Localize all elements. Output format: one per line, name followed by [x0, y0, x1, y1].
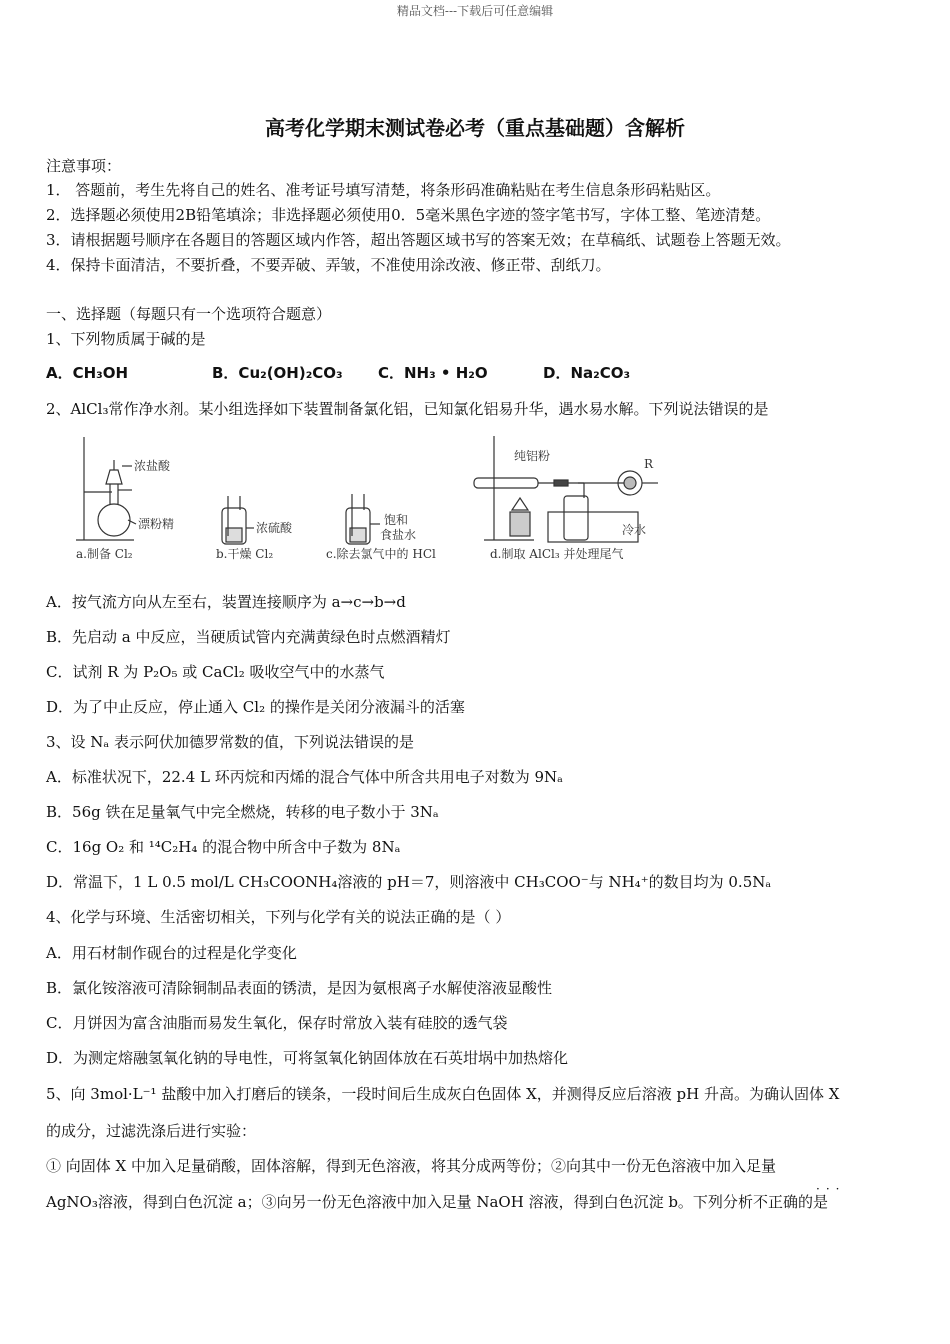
caption-a: a.制备 Cl₂: [76, 547, 133, 561]
apparatus-c: [346, 494, 380, 544]
q4-stem: 4、化学与环境、生活密切相关，下列与化学有关的说法正确的是（ ）: [46, 908, 511, 926]
q1-option-a: A．CH₃OH: [46, 364, 129, 382]
emphasis-dots: ···: [816, 1182, 846, 1196]
label-conc-hcl: 浓盐酸: [134, 459, 171, 473]
apparatus-b: [222, 496, 254, 544]
notice-item: 1． 答题前，考生先将自己的姓名、准考证号填写清楚，将条形码准确粘贴在考生信息条形码粘贴区。: [46, 181, 721, 199]
label-cold-water: 冷水: [622, 523, 647, 537]
q5-line: ① 向固体 X 中加入足量硝酸，固体溶解，得到无色溶液，将其分成两等份；②向其中一份无色溶液中加入足量: [46, 1157, 776, 1175]
q2-option-a: A．按气流方向从左至右，装置连接顺序为 a→c→b→d: [46, 593, 406, 611]
notice-item: 2．选择题必须使用2B铅笔填涂；非选择题必须使用0．5毫米黑色字迹的签字笔书写，字体工整、笔迹清楚。: [46, 206, 771, 224]
notice-heading: 注意事项：: [46, 157, 122, 175]
page-title: 高考化学期末测试卷必考（重点基础题）含解析: [265, 116, 685, 140]
label-r: R: [644, 457, 654, 471]
q4-option-d: D．为测定熔融氢氧化钠的导电性，可将氢氧化钠固体放在石英坩埚中加热熔化: [46, 1049, 569, 1067]
caption-b: b.干燥 Cl₂: [216, 547, 274, 561]
label-saturated: 饱和: [384, 513, 409, 527]
label-brine: 食盐水: [380, 528, 417, 542]
apparatus-figure: [74, 432, 674, 567]
label-bleach: 漂粉精: [138, 517, 175, 531]
section-heading: 一、选择题（每题只有一个选项符合题意）: [46, 305, 332, 323]
apparatus-a: [76, 437, 136, 540]
q3-stem: 3、设 Nₐ 表示阿伏加德罗常数的值，下列说法错误的是: [46, 733, 414, 751]
q1-option-c: C．NH₃ • H₂O: [378, 364, 488, 382]
q1-stem: 1、下列物质属于碱的是: [46, 330, 206, 348]
q4-option-a: A．用石材制作砚台的过程是化学变化: [46, 944, 297, 962]
q5-line: AgNO₃溶液，得到白色沉淀 a；③向另一份无色溶液中加入足量 NaOH 溶液，得到白色沉淀 b。下列分析不正确的是: [46, 1193, 828, 1211]
q3-option-c: C．16g O₂ 和 ¹⁴C₂H₄ 的混合物中所含中子数为 8Nₐ: [46, 838, 401, 856]
q1-option-b: B．Cu₂(OH)₂CO₃: [212, 364, 343, 382]
notice-item: 4．保持卡面清洁，不要折叠，不要弄破、弄皱，不准使用涂改液、修正带、刮纸刀。: [46, 256, 611, 274]
notice-item: 3．请根据题号顺序在各题目的答题区域内作答，超出答题区域书写的答案无效；在草稿纸、试题卷上答题无效。: [46, 231, 791, 249]
header-note: 精品文档---下载后可任意编辑: [396, 4, 554, 18]
q3-option-b: B．56g 铁在足量氧气中完全燃烧，转移的电子数小于 3Nₐ: [46, 803, 439, 821]
label-al-powder: 纯铝粉: [514, 449, 551, 463]
q5-line: 5、向 3mol·L⁻¹ 盐酸中加入打磨后的镁条，一段时间后生成灰白色固体 X，并测得反应后溶液 pH 升高。为确认固体 X: [46, 1085, 840, 1103]
q2-option-c: C．试剂 R 为 P₂O₅ 或 CaCl₂ 吸收空气中的水蒸气: [46, 663, 385, 681]
q4-option-b: B．氯化铵溶液可清除铜制品表面的锈渍，是因为氨根离子水解使溶液显酸性: [46, 979, 553, 997]
q1-option-d: D．Na₂CO₃: [543, 364, 631, 382]
label-conc-h2so4: 浓硫酸: [256, 521, 293, 535]
q2-stem: 2、AlCl₃常作净水剂。某小组选择如下装置制备氯化铝，已知氯化铝易升华，遇水易水解。下列说法错误的是: [46, 400, 769, 418]
caption-c: c.除去氯气中的 HCl: [326, 547, 436, 561]
q5-line: 的成分，过滤洗涤后进行实验：: [46, 1122, 257, 1140]
q2-option-d: D．为了中止反应，停止通入 Cl₂ 的操作是关闭分液漏斗的活塞: [46, 698, 465, 716]
q3-option-a: A．标准状况下，22.4 L 环丙烷和丙烯的混合气体中所含共用电子对数为 9Nₐ: [46, 768, 563, 786]
q4-option-c: C．月饼因为富含油脂而易发生氧化，保存时常放入装有硅胶的透气袋: [46, 1014, 508, 1032]
q2-option-b: B．先启动 a 中反应，当硬质试管内充满黄绿色时点燃酒精灯: [46, 628, 451, 646]
q3-option-d: D．常温下，1 L 0.5 mol/L CH₃COONH₄溶液的 pH＝7，则溶液中 CH₃COO⁻与 NH₄⁺的数目均为 0.5Nₐ: [46, 873, 772, 891]
caption-d: d.制取 AlCl₃ 并处理尾气: [490, 547, 624, 561]
